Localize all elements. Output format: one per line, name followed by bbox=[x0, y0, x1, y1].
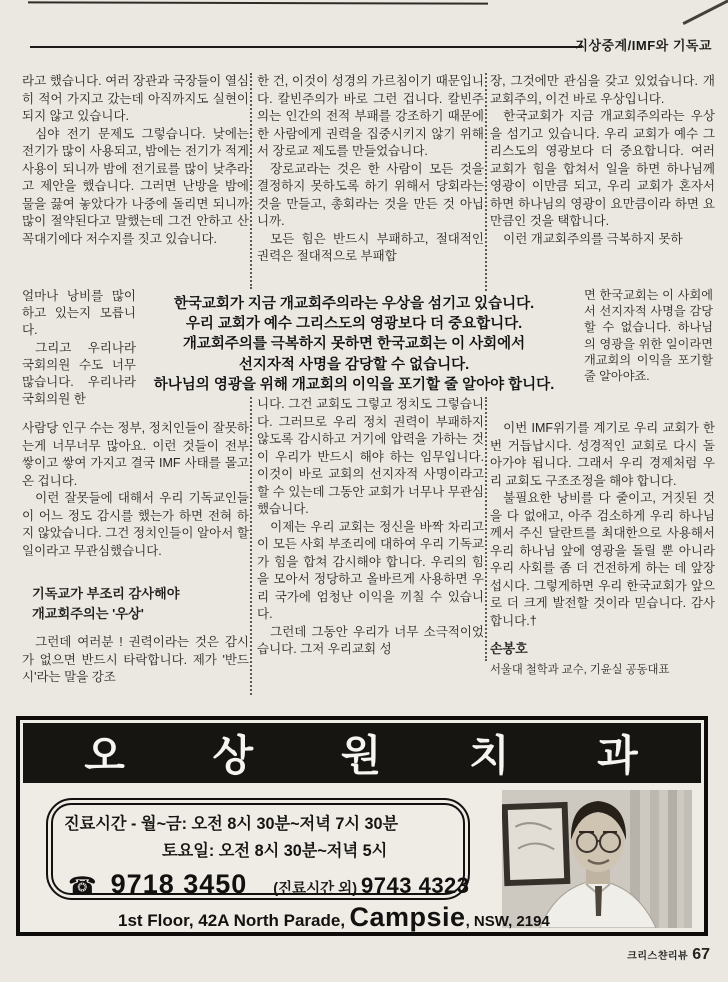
clinic-address-city: Campsie bbox=[349, 902, 466, 932]
scan-top-edge-line bbox=[28, 1, 488, 4]
article-col3-block-c: 이번 IMF위기를 계기로 우리 교회가 한 번 거듭납시다. 성경적인 교회로 다시 돌아가야 됩니다. 그래서 우리 경제처럼 우리 교회도 구조조정을 해야 합니다. 불필요한 낭비를 다 줄이고, 거짓된 것을 다 없애고, 아주 검소하게 우리 하나님께서 주신 달란트를 최대한으로 사용해서 우리 하나님 앞에 영광을 돌릴 뿐 아니라 우리 사회를 좀 더 건전하게 하는 데 앞장섭시다. 그렇게하면 우리 한국교회가 앞으로 더 크게 발전할 것이라 믿습니다. 감사합니다.† bbox=[490, 421, 715, 628]
column-separator-right-top bbox=[485, 73, 487, 291]
article-col3-block-c-wrap bbox=[490, 420, 715, 679]
clinic-address bbox=[118, 902, 550, 933]
article-col3-block-b: 면 한국교회는 이 사회에서 선지자적 사명을 감당할 수 없습니다. 하나님의 영광을 위한 일이라면 개교회의 이익을 포기할 줄 알아야죠. bbox=[584, 288, 713, 384]
column-separator-left-bottom bbox=[250, 397, 252, 695]
section-header: 지상중계/IMF와 기독교 bbox=[575, 38, 712, 53]
pull-quote: 한국교회가 지금 개교회주의라는 우상을 섬기고 있습니다. 우리 교회가 예수 그리스도의 영광보다 더 중요합니다. 개교회주의를 극복하지 못하면 한국교회는 이 사회에서 선지자적 사명을 감당할 수 없습니다. 하나님의 영광을 위해 개교회의 이익을 포기할 줄 알아야 합니다. bbox=[153, 296, 555, 393]
article-col1-block-c: 사람당 인구 수는 정부, 정치인들이 잘못하는게 너무너무 많아요. 이런 것들이 전부 쌓이고 쌓여 가지고 결국 IMF 사태를 몰고 온 겁니다. 이런 잘못들에 대해서 우리 기독교인들이 어느 정도 감시를 했는가 하면 전혀 하지 않았습니다. 그건 정치인들이 알아서 할 일이라고 무관심했습니다. bbox=[22, 421, 249, 558]
header-rule bbox=[30, 46, 582, 48]
clinic-hours-saturday: 토요일: 오전 8시 30분~저녁 5시 bbox=[162, 842, 388, 860]
author-title: 서울대 철학과 교수, 기윤실 공동대표 bbox=[490, 663, 670, 676]
column-separator-right-bottom bbox=[485, 397, 487, 661]
clinic-hours-box bbox=[46, 798, 470, 900]
magazine-name: 크리스챤리뷰 bbox=[627, 951, 689, 962]
article-col3-block-a: 장, 그것에만 관심을 갖고 있었습니다. 개교회주의, 이건 바로 우상입니다. 한국교회가 지금 개교회주의라는 우상을 섬기고 있습니다. 우리 교회가 예수 그리스도의 영광보다 더 중요합니다. 여러 교회가 힘을 합쳐서 일을 하면 하나님께 영광이 이만큼 되고, 우리 교회가 혼자서 하면 하나님의 영광이 요만큼이라 하면 요만큼인 것을 택합니다. 이런 개교회주의를 극복하지 못하 bbox=[490, 74, 715, 246]
clinic-address-prefix: 1st Floor, 42A North Parade, bbox=[118, 911, 346, 930]
dental-clinic-ad bbox=[16, 716, 708, 936]
article-col1-block-a: 라고 했습니다. 여러 장관과 국장들이 열심히 적어 가지고 갔는데 아직까지도 실현이 되지 않고 있습니다. 심야 전기 문제도 그렇습니다. 낮에는 전기가 많이 사용되고, 밤에는 전기가 적게 사용이 되니까 밤에 전기료를 많이 낮추라고 제안을 했습니다. 그러면 난방을 밤에 물을 끓여 놓았다가 나중에 돌리면 되니까 많이 절약된다고 말했는데 그건 안하고 산꼭대기에다 저수지를 짓고 있습니다. bbox=[22, 74, 249, 246]
article-col1-block-d: 그런데 여러분 ! 권력이라는 것은 감시가 없으면 반드시 타락합니다. 제가 '반드시'라는 말을 강조 bbox=[22, 635, 249, 684]
telephone-icon: ☎ bbox=[68, 872, 97, 898]
clinic-phone-alt: 9743 4323 bbox=[361, 873, 470, 898]
page-number: 67 bbox=[692, 946, 710, 963]
column-separator-left-top bbox=[250, 73, 252, 289]
page-corner-mark bbox=[682, 0, 728, 25]
page-footer bbox=[627, 946, 710, 964]
author-name: 손봉호 bbox=[490, 641, 528, 656]
article-col2-block-b: 니다. 그건 교회도 그렇고 정치도 그렇습니다. 그러므로 우리 정치 권력이 부패하지 않도록 감시하고 거기에 압력을 가하는 것이 우리가 반드시 해야 하는 임무입니다. 이것이 바로 교회의 선지자적 사명이라고 할 수 있는데 그동안 교회가 너무나 무관심했습니다. 이제는 우리 교회는 정신을 바짝 차리고 이 모든 사회 부조리에 대하여 우리 기독교가 힘을 합쳐 감시해야 합니다. 우리의 힘을 모아서 정당하고 올바르게 사용하면 우리 국가에 엄청난 이익을 끼칠 수 있습니다. 그런데 그동안 우리가 너무 소극적이었습니다. 그저 우리교회 성 bbox=[257, 397, 484, 656]
clinic-hours-weekday: 진료시간 - 월~금: 오전 8시 30분~저녁 7시 30분 bbox=[64, 815, 399, 833]
article-col1-block-b: 얼마나 낭비를 많이 하고 있는지 모릅니다. 그리고 우리나라 국회의원 수도 너무 많습니다. 우리나라 국회의원 한 bbox=[22, 289, 136, 407]
article-col2-block-a: 한 건, 이것이 성경의 가르침이기 때문입니다. 칼빈주의가 바로 그런 겁니다. 칼빈주의는 인간의 전적 부패를 강조하기 때문에 한 사람에게 권력을 집중시키지 않기 위해서 장로교 제도를 만들었습니다. 장로교라는 것은 한 사람이 모든 것을 결정하지 못하도록 하기 위해서 당회라는 것을 만들고, 총회라는 것을 만든 것 아닙니까. 모든 힘은 반드시 부패하고, 절대적인 권력은 절대적으로 부패합 bbox=[257, 74, 484, 263]
article-subheading: 기독교가 부조리 감사해야 개교회주의는 '우상' bbox=[32, 586, 180, 621]
clinic-phone-row bbox=[68, 869, 470, 900]
ad-content bbox=[20, 786, 704, 930]
clinic-address-suffix: , NSW, 2194 bbox=[465, 913, 550, 930]
clinic-name-banner: 오 상 원 치 과 bbox=[23, 723, 701, 783]
clinic-phone-alt-label: (진료시간 외) bbox=[273, 881, 358, 897]
clinic-phone-main: 9718 3450 bbox=[110, 869, 248, 899]
